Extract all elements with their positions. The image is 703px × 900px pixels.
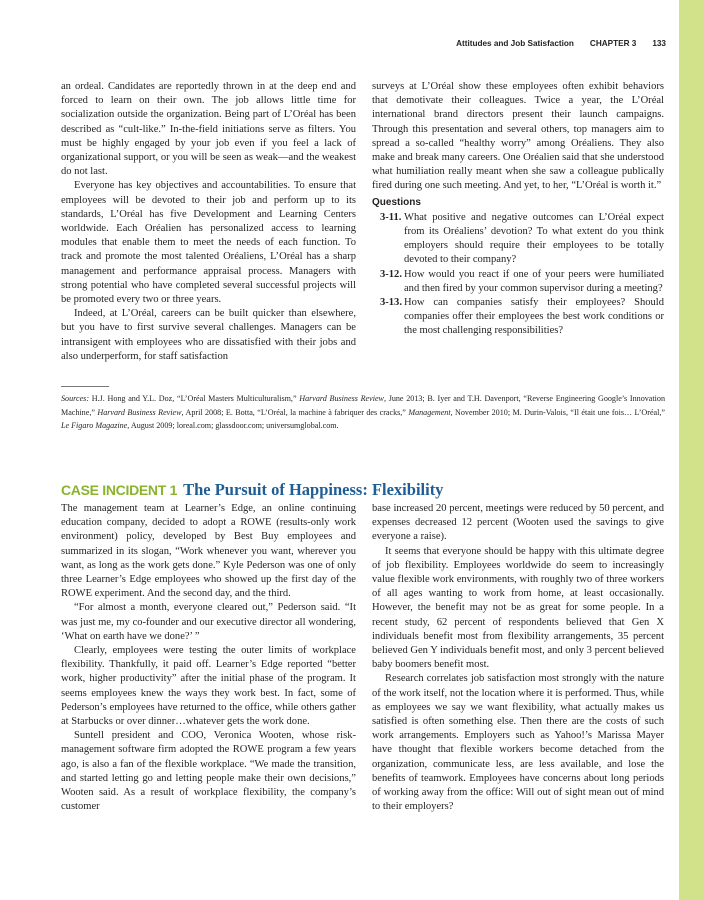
- question-item: [372, 268, 664, 296]
- sources-note: [61, 392, 665, 433]
- paragraph: Clearly, employees were testing the outer limits of workplace flexibility. Thankfully, it paid off. Learner’s Edge reported “better work, higher productivity” after the initial phase of the program. It seems employees knew the ways they work best. In fact, some of Pederson’s employees have returned to the office, while others gather at Starbucks or over dinner…whatever gets the work done.: [61, 645, 356, 728]
- source-text: , August 2009; loreal.com; glassdoor.com; universumglobal.com.: [127, 421, 339, 431]
- question-number: 3-12.: [380, 268, 402, 280]
- source-publication: Le Figaro Magazine: [61, 421, 128, 431]
- questions-heading: Questions: [372, 196, 421, 208]
- running-header: [400, 39, 666, 48]
- running-title: Attitudes and Job Satisfaction: [456, 39, 574, 48]
- case-incident-title: The Pursuit of Happiness: Flexibility: [183, 480, 444, 499]
- sources-label: Sources:: [61, 394, 90, 403]
- source-text: H.J. Hong and Y.L. Doz, “L’Oréal Masters Multiculturalism,”: [89, 394, 300, 403]
- top-right-column: [372, 80, 664, 339]
- chapter-label: CHAPTER 3: [589, 39, 637, 48]
- paragraph: “For almost a month, everyone cleared out,” Pederson said. “It was just me, my co-founder and our executive director all wondering, ‘What on earth have we done?’ ”: [61, 602, 356, 642]
- source-publication: Harvard Business Review: [299, 394, 384, 403]
- source-text: , November 2010; M. Durin-Valois, “Il était une fois… L’Oréal,”: [450, 407, 665, 417]
- source-text: , April 2008; E. Botta, “L’Oréal, la machine à fabriquer des cracks,”: [181, 407, 409, 417]
- question-item: [372, 296, 664, 339]
- top-left-column: [61, 80, 356, 364]
- question-item: [372, 211, 664, 268]
- paragraph: Indeed, at L’Oréal, careers can be built quicker than elsewhere, but you have to first survive several challenges. Managers can be intransigent with employees who are dissatisfied with their jobs and also underperform, for staff satisfaction: [61, 308, 356, 362]
- question-text: What positive and negative outcomes can L’Oréal expect from its Oréaliens’ devotion? To what extent do you think employers should require their employees to be totally devoted to their company?: [404, 211, 664, 266]
- paragraph: Everyone has key objectives and accountabilities. To ensure that employees will be devoted to their job and perform up to its standards, L’Oréal has five Development and Learning Centers worldwide. Each Oréalien has personalized access to learning modules that enable them to meet the needs of each function. To track and promote the most talented Oréaliens, L’Oréal has a sharp management and performance appraisal process. Managers with strong potential who have completed several successful projects will be promoted every two or three years.: [61, 180, 356, 306]
- case-left-column: [61, 502, 356, 814]
- question-number: 3-13.: [380, 297, 402, 309]
- page-number: 133: [652, 39, 666, 48]
- paragraph: The management team at Learner’s Edge, an online continuing education company, decided to adopt a ROWE (results-only work environment) policy, developed by Best Buy employees and summarized in its slogan, “Work whenever you want, wherever you want, as long as the work gets done.” Kyle Pederson was one of only three Learner’s Edge employees who showed up the first day of the ROWE experiment. And the second day, and the third.: [61, 503, 356, 600]
- paragraph: Suntell president and COO, Veronica Wooten, whose risk-management software firm adopted the ROWE program a few years ago, is also a fan of the flexible workplace. “We made the transition, and started letting go and letting people make their own decisions,” Wooten said. As a result of workplace flexibility, the company’s customer: [61, 730, 356, 813]
- case-right-column: [372, 502, 664, 814]
- question-text: How would you react if one of your peers were humiliated and then fired by your common supervisor during a meeting?: [404, 268, 664, 294]
- paragraph: an ordeal. Candidates are reportedly thrown in at the deep end and forced to learn on their own. The job allows little time for socialization outside the organization. Being part of L’Oréal has been described as “cult-like.” In-the-field initiations serve as filters. You must be highly engaged by your job even if you feel a lack of organizational support, or you will be seen as weak—and the weakest do not last.: [61, 81, 356, 178]
- paragraph: Research correlates job satisfaction most strongly with the nature of the work itself, not the location where it is performed. Thus, while as employees we say we want flexibility, what actually makes us satisfied is often something else. Then there are the costs of such work arrangements. Employers such as Yahoo!’s Marissa Mayer have thought that flexible workers become detached from the organization, communicate less, are less available, and lose the benefits of teamwork. Employees have concerns about long periods of working away from the office: Will out of sight mean out of mind to their employers?: [372, 673, 664, 813]
- paragraph: It seems that everyone should be happy with this ultimate degree of job flexibility. Employees worldwide do seem to increasingly value flexible work environments, with roughly two of three workers of all ages wanting to work from home, at least occasionally. However, the benefit may not be as great for some people. In a recent study, 62 percent of respondents believed that Gen X individuals benefit most from flexibility arrangements, 35 percent believed Gen Y individuals benefit most, and only 3 percent believed baby boomers benefit most.: [372, 545, 664, 671]
- question-number: 3-11.: [380, 211, 402, 223]
- case-incident-heading: [61, 480, 671, 500]
- question-text: How can companies satisfy their employees? Should companies offer their employees the best work conditions or the most challenging responsibilities?: [404, 297, 664, 337]
- source-text: , June 2013; B. Iyer and T.H. Davenport, “Reverse Engineering Google’s Innovation Machine,”: [61, 394, 665, 417]
- paragraph: base increased 20 percent, meetings were reduced by 50 percent, and expenses decreased 12 percent (Wooten used the savings to give everyone a raise).: [372, 503, 664, 543]
- case-incident-label: CASE INCIDENT 1: [61, 482, 178, 498]
- green-page-edge-bar: [679, 0, 703, 900]
- paragraph: surveys at L’Oréal show these employees often exhibit behaviors that demotivate their colleagues. Twice a year, the L’Oréal international brand directors present their launch campaigns. Through this presentation and several others, top managers aim to spread a so-called “healthy worry” among Oréaliens. They also make and break many careers. One Oréalien said that she understood what humiliation really meant when she saw a colleague publically fired during one such meeting. And yet, to her, “L’Oréal is worth it.”: [372, 81, 664, 192]
- source-publication: Harvard Business Review: [97, 407, 182, 417]
- source-publication: Management: [408, 407, 451, 417]
- sources-divider: [61, 386, 109, 387]
